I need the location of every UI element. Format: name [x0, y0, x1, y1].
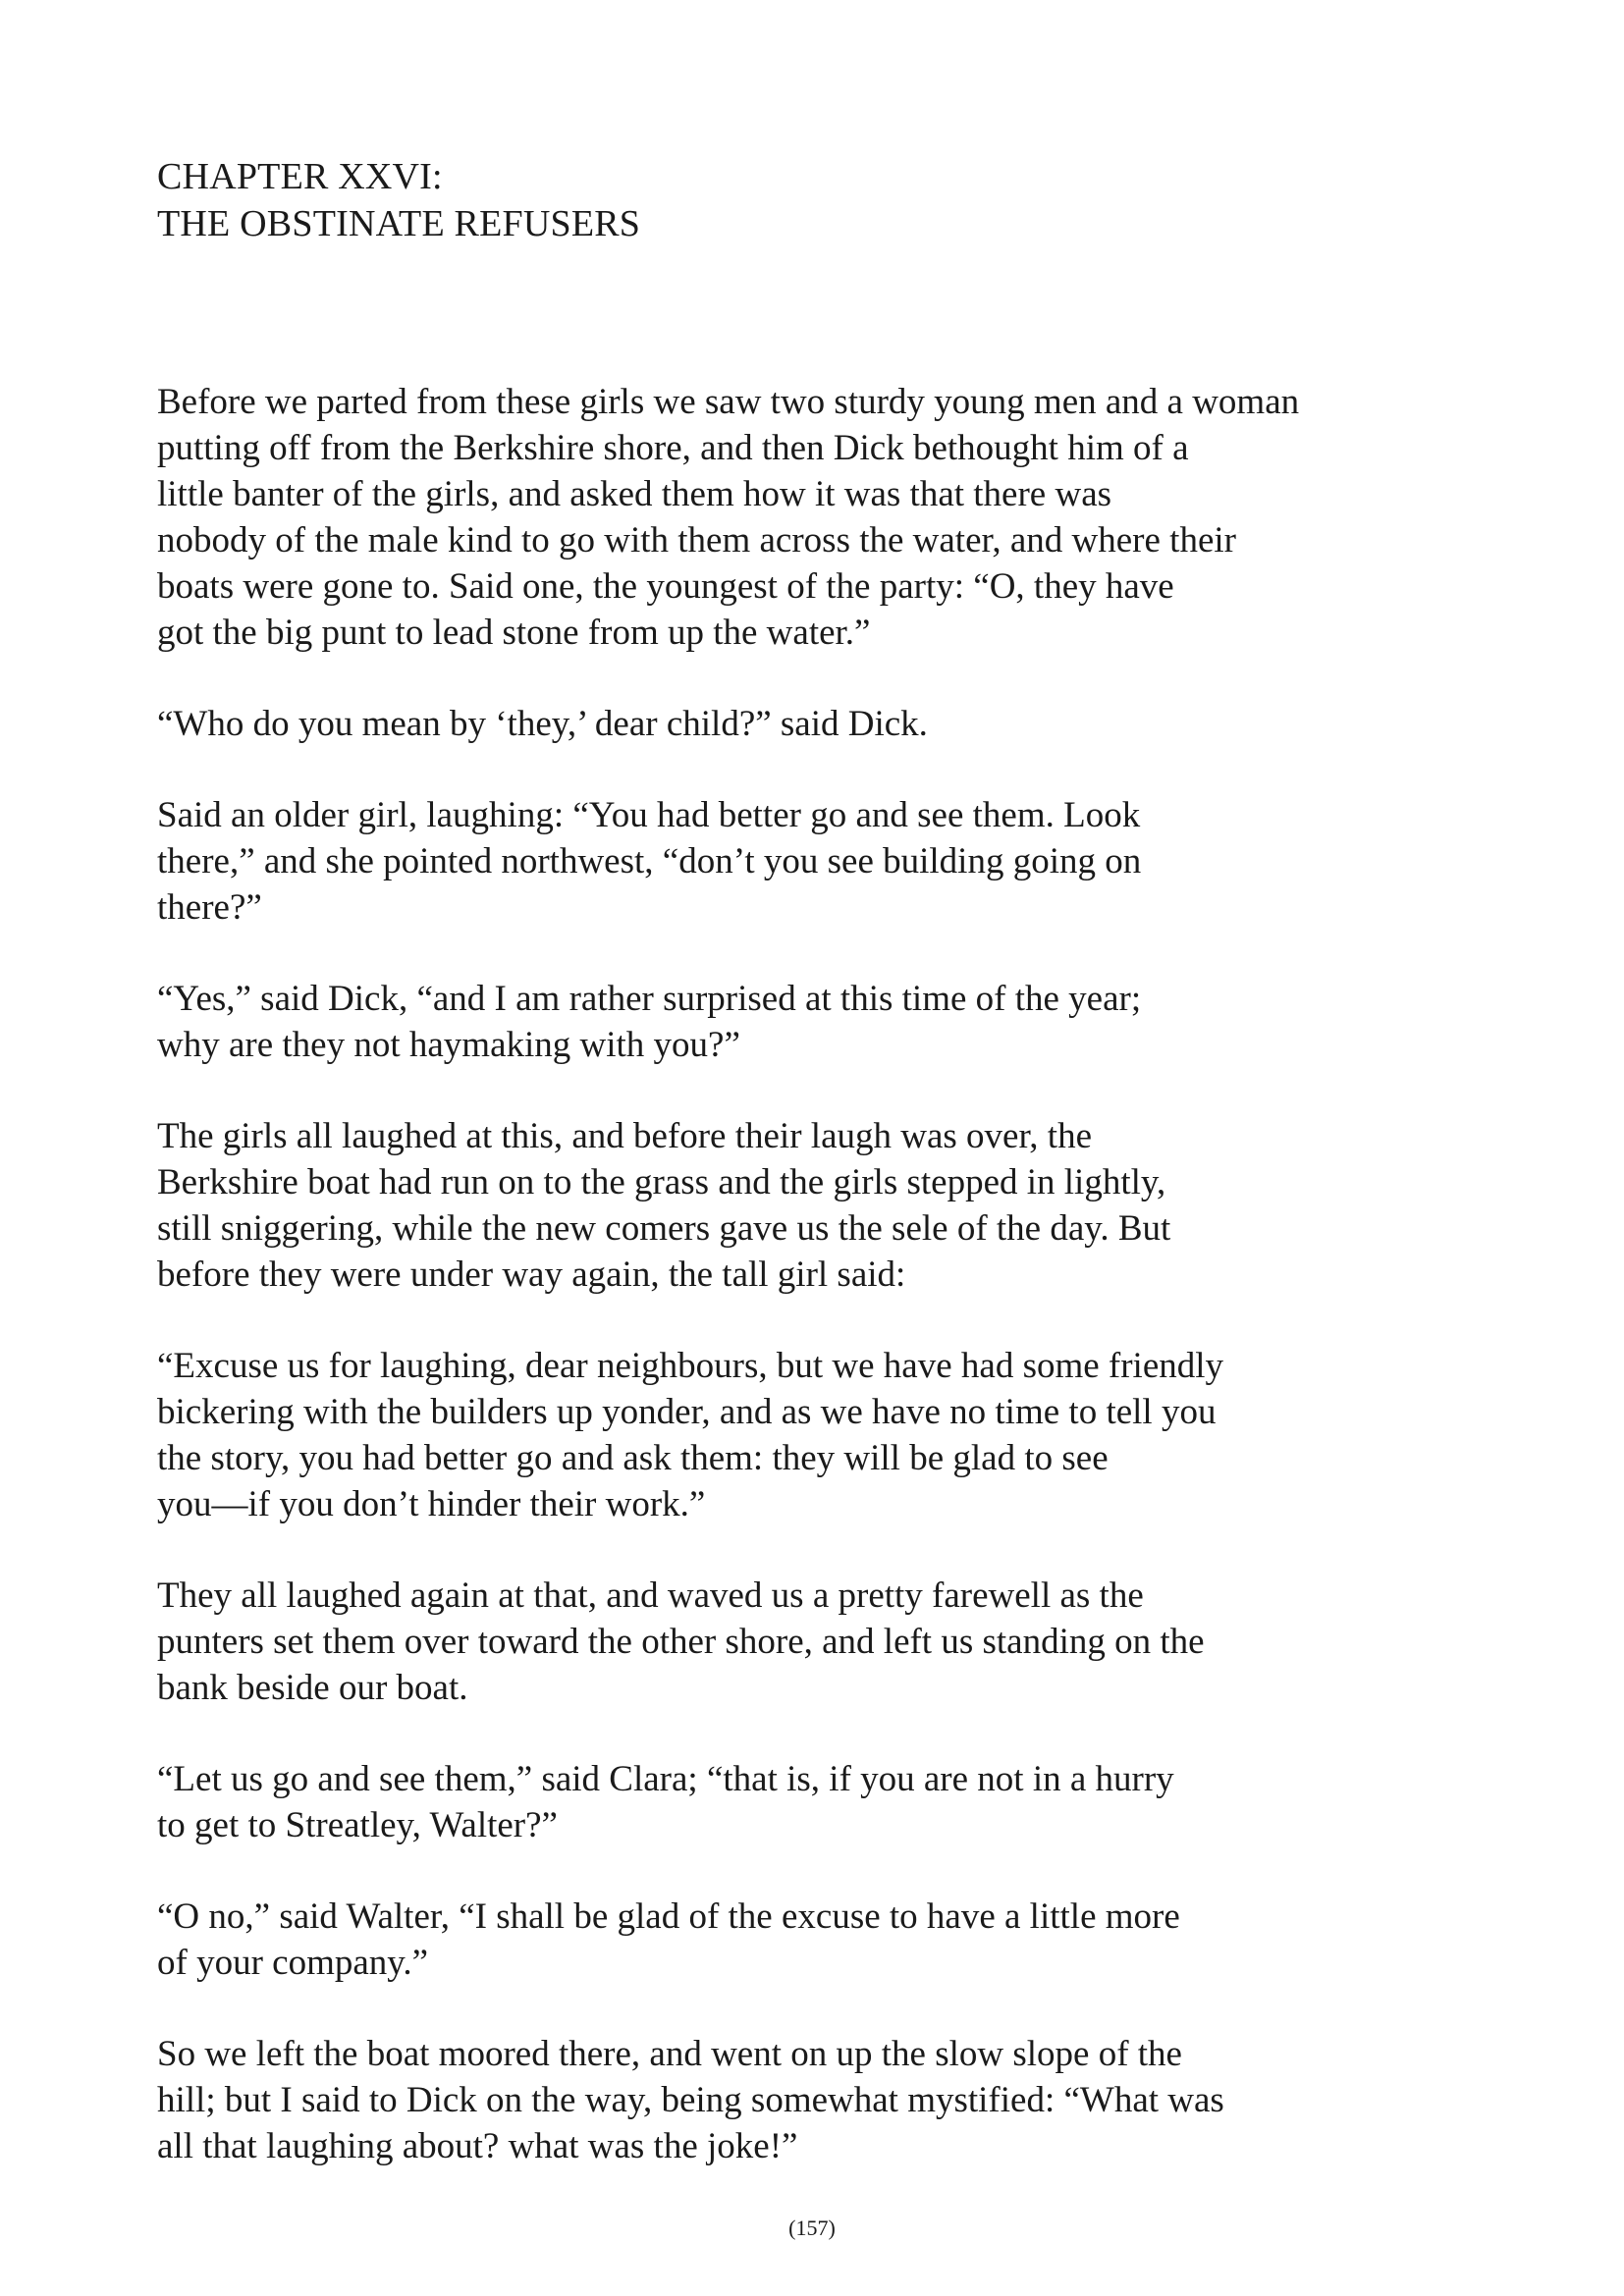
text-line: “O no,” said Walter, “I shall be glad of the excuse to have a little more [157, 1896, 1180, 1937]
paragraph [157, 1113, 1414, 1298]
paragraph [157, 1756, 1414, 1848]
chapter-number: CHAPTER XXVI: [157, 156, 443, 197]
chapter-title: THE OBSTINATE REFUSERS [157, 203, 641, 244]
text-line: before they were under way again, the tall girl said: [157, 1255, 906, 1295]
page-number: (157) [788, 2216, 836, 2240]
text-line: little banter of the girls, and asked them how it was that there was [157, 474, 1112, 514]
text-line: “Who do you mean by ‘they,’ dear child?” said Dick. [157, 704, 928, 744]
text-line: punters set them over toward the other shore, and left us standing on the [157, 1622, 1205, 1662]
paragraph [157, 2031, 1414, 2169]
paragraph [157, 1343, 1414, 1527]
text-line: got the big punt to lead stone from up the water.” [157, 613, 871, 653]
text-line: bank beside our boat. [157, 1668, 468, 1708]
text-line: hill; but I said to Dick on the way, being somewhat mystified: “What was [157, 2080, 1224, 2120]
text-line: Said an older girl, laughing: “You had better go and see them. Look [157, 795, 1141, 835]
text-line: there,” and she pointed northwest, “don’t you see building going on [157, 841, 1142, 881]
text-line: They all laughed again at that, and waved us a pretty farewell as the [157, 1575, 1144, 1616]
text-line: Berkshire boat had run on to the grass and the girls stepped in lightly, [157, 1162, 1166, 1202]
paragraph [157, 976, 1414, 1068]
text-line: So we left the boat moored there, and went on up the slow slope of the [157, 2034, 1182, 2074]
text-line: “Excuse us for laughing, dear neighbours, but we have had some friendly [157, 1346, 1224, 1386]
text-line: you—if you don’t hinder their work.” [157, 1484, 706, 1524]
text-line: why are they not haymaking with you?” [157, 1025, 740, 1065]
text-line: “Yes,” said Dick, “and I am rather surprised at this time of the year; [157, 979, 1142, 1019]
text-line: the story, you had better go and ask them: they will be glad to see [157, 1438, 1109, 1478]
text-line: Before we parted from these girls we saw two sturdy young men and a woman [157, 382, 1300, 422]
text-line: bickering with the builders up yonder, and as we have no time to tell you [157, 1392, 1217, 1432]
text-line: nobody of the male kind to go with them across the water, and where their [157, 520, 1236, 561]
text-line: still sniggering, while the new comers gave us the sele of the day. But [157, 1208, 1171, 1249]
text-line: boats were gone to. Said one, the youngest of the party: “O, they have [157, 566, 1174, 607]
paragraph [157, 1894, 1414, 1986]
text-line: “Let us go and see them,” said Clara; “that is, if you are not in a hurry [157, 1759, 1174, 1799]
text-line: there?” [157, 887, 262, 928]
text-line: of your company.” [157, 1943, 429, 1983]
text-line: putting off from the Berkshire shore, and then Dick bethought him of a [157, 428, 1189, 468]
paragraph [157, 792, 1414, 931]
paragraph [157, 701, 1414, 747]
paragraph [157, 379, 1414, 656]
book-page [157, 153, 1414, 2215]
chapter-heading [157, 153, 1414, 247]
paragraph [157, 1573, 1414, 1711]
text-line: The girls all laughed at this, and before their laugh was over, the [157, 1116, 1092, 1156]
chapter-body [157, 379, 1414, 2169]
text-line: to get to Streatley, Walter?” [157, 1805, 558, 1845]
text-line: all that laughing about? what was the joke!” [157, 2126, 798, 2166]
